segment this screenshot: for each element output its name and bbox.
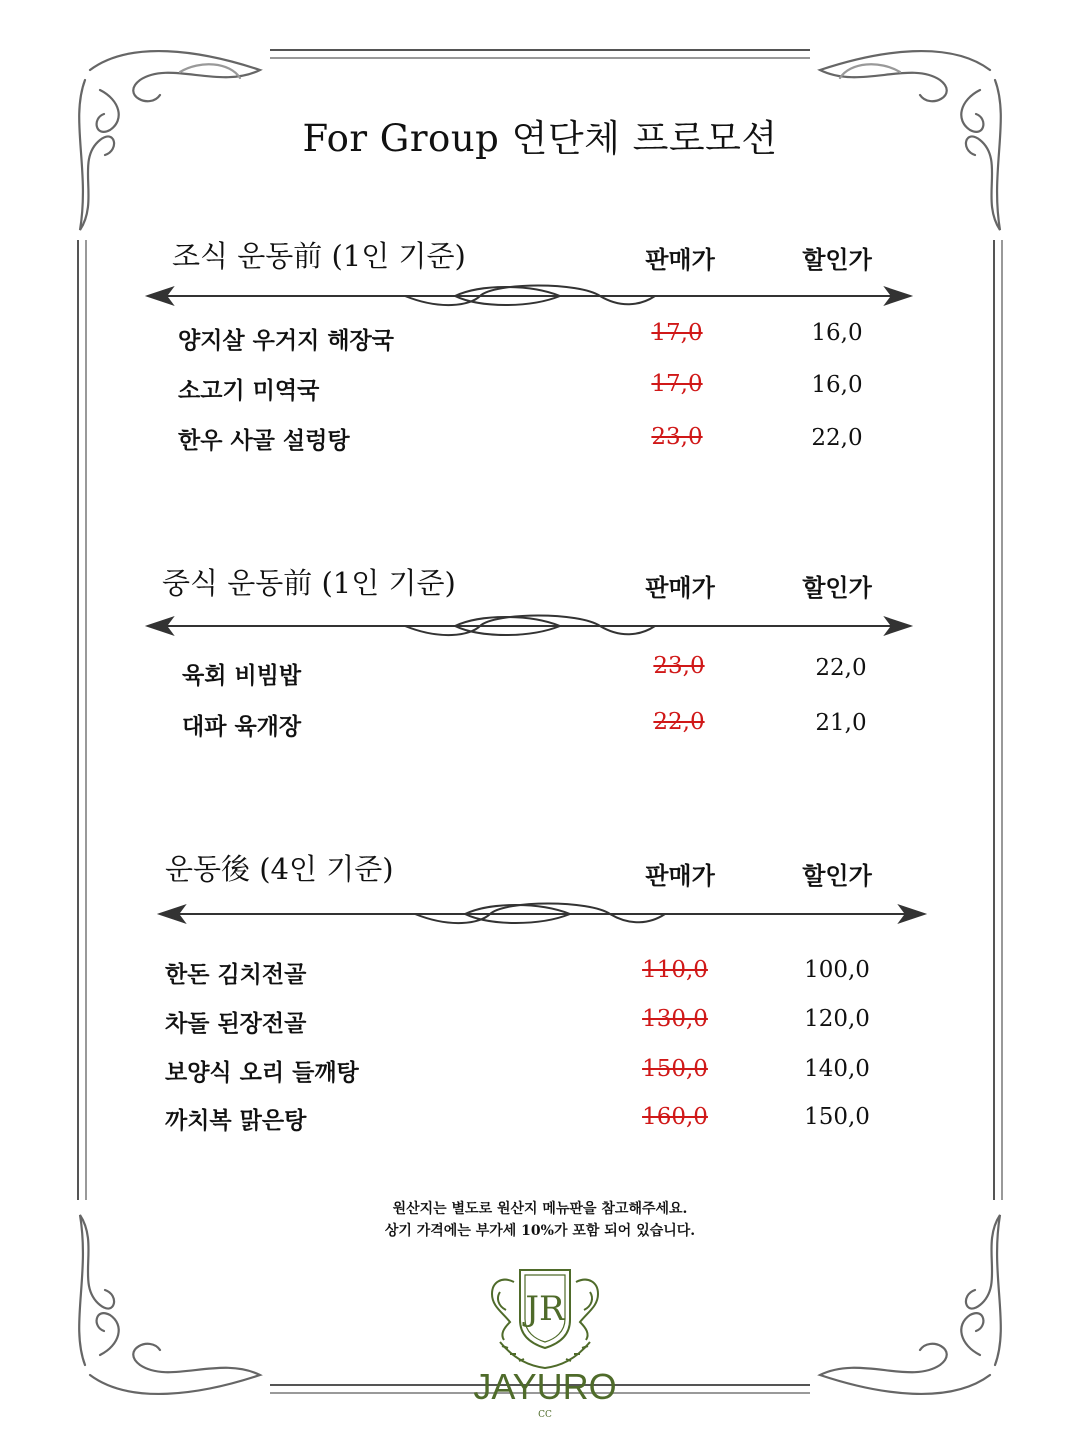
column-header-discount: 할인가 (802, 246, 872, 274)
column-header-price: 판매가 (645, 246, 715, 274)
column-header-price: 판매가 (645, 574, 715, 602)
footnote-origin: 원산지는 별도로 원산지 메뉴판을 참고해주세요. (392, 1201, 688, 1217)
original-price: 23,0 (653, 653, 705, 679)
logo-wordmark: JAYURO (473, 1366, 617, 1407)
discount-price: 22,0 (811, 425, 863, 451)
section-title-breakfast: 조식 운동前 (1인 기준) (172, 239, 466, 273)
menu-item: 까치복 맑은탕 (165, 1108, 307, 1134)
original-price: 160,0 (642, 1104, 708, 1130)
original-price: 17,0 (651, 320, 703, 346)
section-divider (0, 896, 1080, 932)
original-price: 110,0 (642, 957, 708, 983)
column-header-discount: 할인가 (802, 574, 872, 602)
menu-item: 한우 사골 설렁탕 (178, 428, 350, 454)
discount-price: 150,0 (804, 1104, 870, 1130)
discount-price: 16,0 (811, 320, 863, 346)
footnotes (0, 1198, 1080, 1242)
discount-price: 22,0 (815, 655, 867, 681)
logo-monogram: JR (525, 1289, 565, 1329)
logo-subtitle: CC (538, 1410, 552, 1420)
section-divider (0, 608, 1080, 644)
footnote-vat: 상기 가격에는 부가세 10%가 포함 되어 있습니다. (384, 1223, 696, 1239)
section-title-after-game: 운동後 (4인 기준) (165, 852, 394, 886)
original-price: 22,0 (653, 709, 705, 735)
discount-price: 21,0 (815, 710, 867, 736)
discount-price: 16,0 (811, 372, 863, 398)
page-title: For Group 연단체 프로모션 (302, 117, 778, 160)
discount-price: 100,0 (804, 957, 870, 983)
menu-item: 보양식 오리 들깨탕 (165, 1060, 359, 1086)
menu-item: 육회 비빔밥 (182, 663, 302, 689)
discount-price: 120,0 (804, 1006, 870, 1032)
menu-item: 대파 육개장 (182, 714, 302, 740)
discount-price: 140,0 (804, 1056, 870, 1082)
column-header-discount: 할인가 (802, 862, 872, 890)
section-title-lunch: 중식 운동前 (1인 기준) (162, 566, 456, 600)
original-price: 17,0 (651, 371, 703, 397)
menu-item: 차돌 된장전골 (165, 1011, 307, 1037)
section-divider (0, 278, 1080, 314)
original-price: 23,0 (651, 424, 703, 450)
menu-item: 소고기 미역국 (178, 378, 320, 404)
original-price: 150,0 (642, 1056, 708, 1082)
menu-item: 한돈 김치전골 (165, 962, 307, 988)
column-header-price: 판매가 (645, 862, 715, 890)
menu-item: 양지살 우거지 해장국 (178, 328, 394, 354)
original-price: 130,0 (642, 1006, 708, 1032)
